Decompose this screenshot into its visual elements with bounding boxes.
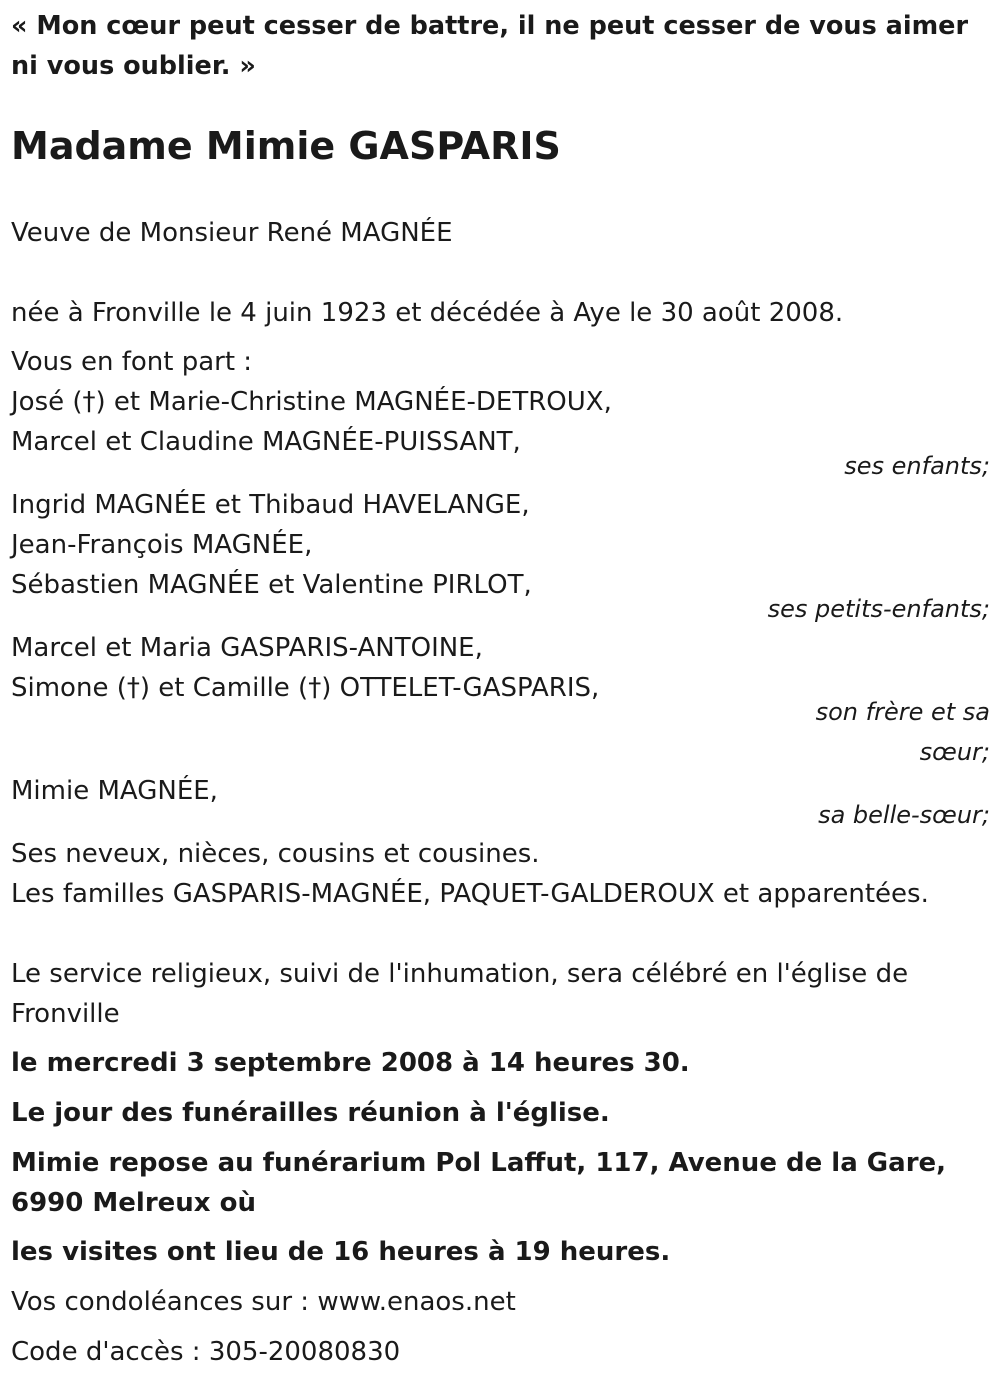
grandchildren-relation: ses petits-enfants; xyxy=(767,595,990,623)
birth-death-line: née à Fronville le 4 juin 1923 et décédée à Aye le 30 août 2008. xyxy=(11,298,844,328)
page-title: Madame Mimie GASPARIS xyxy=(11,124,561,168)
service-date: le mercredi 3 septembre 2008 à 14 heures 30. xyxy=(11,1048,690,1078)
visiting-hours: les visites ont lieu de 16 heures à 19 heures. xyxy=(11,1237,671,1267)
sibling-line: Simone (†) et Camille (†) OTTELET-GASPARIS, xyxy=(11,673,600,703)
service-text: Le service religieux, suivi de l'inhumation, sera célébré en l'église de Fronville xyxy=(11,959,909,1029)
church-meeting: Le jour des funérailles réunion à l'église. xyxy=(11,1098,610,1128)
child-line: Marcel et Claudine MAGNÉE-PUISSANT, xyxy=(11,427,521,457)
announce-line: Vous en font part : xyxy=(11,347,253,377)
grandchild-line: Jean-François MAGNÉE, xyxy=(11,530,313,560)
siblings-relation-cont: sœur; xyxy=(919,738,990,766)
sibling-line: Marcel et Maria GASPARIS-ANTOINE, xyxy=(11,633,483,663)
access-code: Code d'accès : 305-20080830 xyxy=(11,1337,401,1367)
epitaph-quote: « Mon cœur peut cesser de battre, il ne peut cesser de vous aimer ni vous oublier. » xyxy=(11,11,969,81)
sister-in-law-relation: sa belle-sœur; xyxy=(818,801,990,829)
child-line: José (†) et Marie-Christine MAGNÉE-DETROUX, xyxy=(11,387,612,417)
funeral-home-text: Mimie repose au funérarium Pol Laffut, 117, Avenue de la Gare, 6990 Melreux où xyxy=(11,1148,947,1218)
grandchild-line: Sébastien MAGNÉE et Valentine PIRLOT, xyxy=(11,570,532,600)
widow-line: Veuve de Monsieur René MAGNÉE xyxy=(11,218,453,248)
relatives-line: Ses neveux, nièces, cousins et cousines. xyxy=(11,839,540,869)
families-line: Les familles GASPARIS-MAGNÉE, PAQUET-GALDEROUX et apparentées. xyxy=(11,879,929,909)
sister-in-law-line: Mimie MAGNÉE, xyxy=(11,776,218,806)
grandchild-line: Ingrid MAGNÉE et Thibaud HAVELANGE, xyxy=(11,490,530,520)
children-relation: ses enfants; xyxy=(844,452,990,480)
condolences-link[interactable]: Vos condoléances sur : www.enaos.net xyxy=(11,1287,516,1317)
siblings-relation: son frère et sa xyxy=(815,698,990,726)
